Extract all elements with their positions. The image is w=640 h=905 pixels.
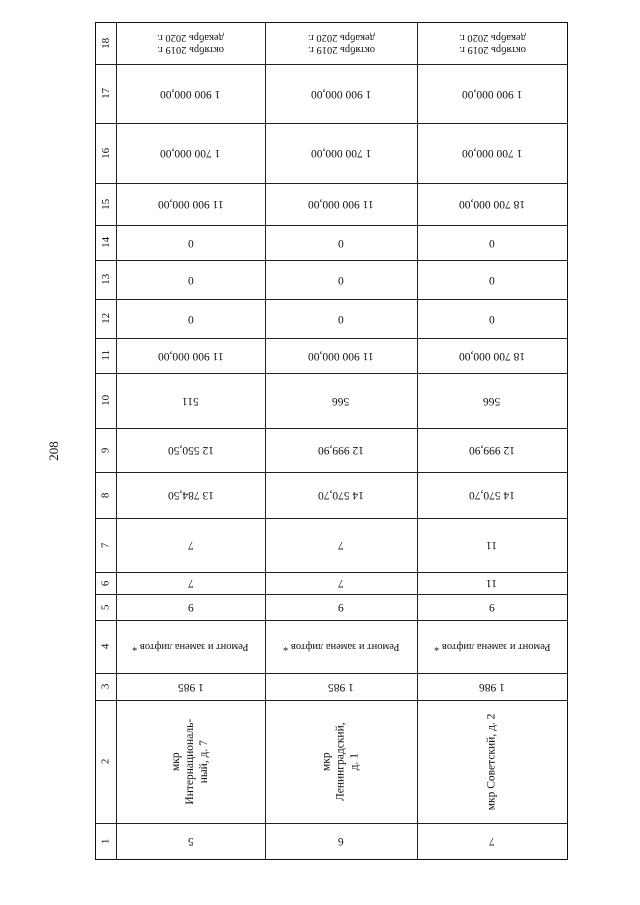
row-7-col-12 bbox=[417, 299, 567, 338]
column-number-5-text: 5 bbox=[99, 604, 112, 610]
row-6-col-15 bbox=[265, 183, 417, 225]
row-7-col-18 bbox=[417, 23, 567, 64]
row-7-col-5-text: 9 bbox=[489, 601, 495, 614]
row-5-col-18 bbox=[116, 23, 265, 64]
row-7-col-18-text: октябрь 2019 г. декабрь 2020 г. bbox=[458, 32, 526, 56]
column-number-14 bbox=[96, 225, 116, 260]
column-number-4-text: 4 bbox=[99, 643, 112, 650]
column-number-9-text: 9 bbox=[99, 447, 112, 453]
row-6-col-1-text: 6 bbox=[338, 835, 344, 848]
row-5-col-9-text: 12 550,50 bbox=[167, 444, 214, 457]
row-7-col-5 bbox=[417, 594, 567, 620]
column-number-13-text: 13 bbox=[99, 273, 112, 285]
row-5-col-10 bbox=[116, 373, 265, 428]
row-6-col-14-text: 0 bbox=[338, 237, 344, 250]
column-number-13 bbox=[96, 260, 116, 299]
row-7-col-13-text: 0 bbox=[489, 274, 495, 287]
row-7-col-15 bbox=[417, 183, 567, 225]
row-7-col-17-text: 1 900 000,00 bbox=[461, 88, 523, 101]
row-7-col-13 bbox=[417, 260, 567, 299]
row-7-col-17 bbox=[417, 64, 567, 123]
row-5-col-1-text: 5 bbox=[187, 835, 194, 848]
row-6-col-8-text: 14 570,70 bbox=[318, 489, 364, 502]
row-6-col-13-text: 0 bbox=[338, 274, 344, 287]
row-5-col-13 bbox=[116, 260, 265, 299]
row-5-col-3 bbox=[116, 673, 265, 700]
row-5-col-11 bbox=[116, 338, 265, 373]
column-number-18-text: 18 bbox=[99, 37, 112, 49]
column-number-14-text: 14 bbox=[99, 236, 112, 248]
row-6-col-2-text: мкр Ленинградский, д. 1 bbox=[320, 722, 360, 801]
row-5-col-2-text: мкр Интернациональ- ный, д. 7 bbox=[169, 718, 210, 805]
row-6-col-9 bbox=[265, 428, 417, 472]
row-6-col-6-text: 7 bbox=[338, 577, 344, 590]
column-number-11 bbox=[96, 338, 116, 373]
row-5-col-14 bbox=[116, 225, 265, 260]
row-7-col-1-text: 7 bbox=[489, 835, 495, 848]
column-number-18 bbox=[96, 23, 116, 64]
column-number-1 bbox=[96, 823, 116, 859]
row-7-col-2-text: мкр Советский, д. 2 bbox=[485, 713, 498, 810]
row-5-col-16-text: 1 700 000,00 bbox=[160, 147, 221, 160]
row-5-col-7-text: 7 bbox=[187, 539, 194, 552]
row-6-col-9-text: 12 999,90 bbox=[318, 444, 364, 457]
row-6-col-13 bbox=[265, 260, 417, 299]
row-6-col-5 bbox=[265, 594, 417, 620]
row-6-col-17-text: 1 900 000,00 bbox=[310, 88, 372, 101]
row-6-col-16 bbox=[265, 123, 417, 183]
row-6-col-12 bbox=[265, 299, 417, 338]
column-number-6 bbox=[96, 572, 116, 594]
column-number-12-text: 12 bbox=[99, 312, 112, 324]
row-6-col-16-text: 1 700 000,00 bbox=[310, 147, 372, 160]
row-6-col-18-text: октябрь 2019 г. декабрь 2020 г. bbox=[307, 32, 375, 56]
row-5-col-12-text: 0 bbox=[187, 313, 194, 326]
row-6-col-7 bbox=[265, 518, 417, 572]
column-number-10-text: 10 bbox=[99, 394, 112, 406]
row-6-col-4 bbox=[265, 620, 417, 673]
column-number-17-text: 17 bbox=[99, 87, 112, 99]
row-5-col-6 bbox=[116, 572, 265, 594]
row-7-col-4 bbox=[417, 620, 567, 673]
row-5-col-1 bbox=[116, 823, 265, 859]
row-5-col-16 bbox=[116, 123, 265, 183]
row-5-col-2 bbox=[116, 700, 265, 823]
row-7-col-10-text: 566 bbox=[483, 395, 501, 408]
page-number: 208 bbox=[46, 441, 61, 461]
row-7-col-12-text: 0 bbox=[489, 313, 495, 326]
column-number-11-text: 11 bbox=[99, 350, 112, 361]
column-number-15-text: 15 bbox=[99, 198, 112, 210]
column-number-8-text: 8 bbox=[99, 492, 112, 498]
row-5-col-4-text: Ремонт и замена лифтов * bbox=[132, 641, 249, 653]
renovation-table bbox=[95, 22, 568, 860]
column-number-12 bbox=[96, 299, 116, 338]
row-6-col-2 bbox=[265, 700, 417, 823]
row-7-col-1 bbox=[417, 823, 567, 859]
column-number-9 bbox=[96, 428, 116, 472]
row-7-col-10 bbox=[417, 373, 567, 428]
row-7-col-11-text: 18 700 000,00 bbox=[458, 350, 526, 363]
row-6-col-10 bbox=[265, 373, 417, 428]
row-5-col-5 bbox=[116, 594, 265, 620]
row-7-col-8-text: 14 570,70 bbox=[469, 489, 515, 502]
row-5-col-12 bbox=[116, 299, 265, 338]
row-7-col-16 bbox=[417, 123, 567, 183]
row-7-col-4-text: Ремонт и замена лифтов * bbox=[433, 641, 551, 653]
column-number-7-text: 7 bbox=[99, 542, 112, 548]
row-5-col-9 bbox=[116, 428, 265, 472]
row-6-col-5-text: 9 bbox=[338, 601, 344, 614]
row-6-col-3 bbox=[265, 673, 417, 700]
row-6-col-17 bbox=[265, 64, 417, 123]
row-6-col-15-text: 11 900 000,00 bbox=[308, 198, 374, 211]
column-number-6-text: 6 bbox=[99, 580, 112, 586]
row-5-col-18-text: октябрь 2019 г. декабрь 2020 г. bbox=[157, 32, 224, 56]
column-number-3-text: 3 bbox=[99, 683, 112, 690]
column-number-15 bbox=[96, 183, 116, 225]
row-6-col-12-text: 0 bbox=[338, 313, 344, 326]
row-6-col-14 bbox=[265, 225, 417, 260]
row-5-col-8 bbox=[116, 472, 265, 518]
column-number-16 bbox=[96, 123, 116, 183]
row-6-col-18 bbox=[265, 23, 417, 64]
row-6-col-11 bbox=[265, 338, 417, 373]
row-7-col-9-text: 12 999,90 bbox=[469, 444, 515, 457]
row-7-col-6 bbox=[417, 572, 567, 594]
row-7-col-16-text: 1 700 000,00 bbox=[461, 147, 523, 160]
row-7-col-14 bbox=[417, 225, 567, 260]
row-5-col-6-text: 7 bbox=[187, 577, 194, 590]
row-5-col-10-text: 511 bbox=[182, 395, 199, 408]
row-5-col-15 bbox=[116, 183, 265, 225]
row-5-col-15-text: 11 900 000,00 bbox=[157, 198, 224, 211]
column-number-2-text: 2 bbox=[99, 758, 112, 765]
row-7-col-3-text: 1 986 bbox=[479, 681, 505, 694]
row-7-col-11 bbox=[417, 338, 567, 373]
row-5-col-13-text: 0 bbox=[187, 274, 194, 287]
row-5-col-3-text: 1 985 bbox=[177, 681, 204, 694]
column-number-5 bbox=[96, 594, 116, 620]
row-7-col-14-text: 0 bbox=[489, 237, 495, 250]
row-5-col-7 bbox=[116, 518, 265, 572]
row-6-col-10-text: 566 bbox=[332, 395, 350, 408]
column-number-7 bbox=[96, 518, 116, 572]
column-number-10 bbox=[96, 373, 116, 428]
row-6-col-3-text: 1 985 bbox=[328, 681, 354, 694]
row-7-col-7-text: 11 bbox=[486, 539, 498, 552]
row-7-col-7 bbox=[417, 518, 567, 572]
row-7-col-6-text: 11 bbox=[486, 577, 498, 590]
row-7-col-3 bbox=[417, 673, 567, 700]
row-7-col-15-text: 18 700 000,00 bbox=[458, 198, 526, 211]
row-5-col-17 bbox=[116, 64, 265, 123]
row-5-col-4 bbox=[116, 620, 265, 673]
row-7-col-2 bbox=[417, 700, 567, 823]
column-number-2 bbox=[96, 700, 116, 823]
row-5-col-8-text: 13 784,50 bbox=[167, 489, 214, 502]
row-6-col-8 bbox=[265, 472, 417, 518]
row-7-col-9 bbox=[417, 428, 567, 472]
column-number-8 bbox=[96, 472, 116, 518]
row-6-col-7-text: 7 bbox=[338, 539, 344, 552]
row-5-col-17-text: 1 900 000,00 bbox=[160, 88, 221, 101]
row-6-col-1 bbox=[265, 823, 417, 859]
column-number-17 bbox=[96, 64, 116, 123]
row-6-col-4-text: Ремонт и замена лифтов * bbox=[282, 641, 400, 653]
row-6-col-6 bbox=[265, 572, 417, 594]
row-5-col-11-text: 11 900 000,00 bbox=[157, 350, 224, 363]
column-number-16-text: 16 bbox=[99, 147, 112, 159]
row-5-col-5-text: 9 bbox=[187, 601, 194, 614]
column-number-4 bbox=[96, 620, 116, 673]
row-7-col-8 bbox=[417, 472, 567, 518]
row-6-col-11-text: 11 900 000,00 bbox=[308, 350, 374, 363]
column-number-1-text: 1 bbox=[99, 838, 112, 844]
row-5-col-14-text: 0 bbox=[187, 237, 194, 250]
column-number-3 bbox=[96, 673, 116, 700]
